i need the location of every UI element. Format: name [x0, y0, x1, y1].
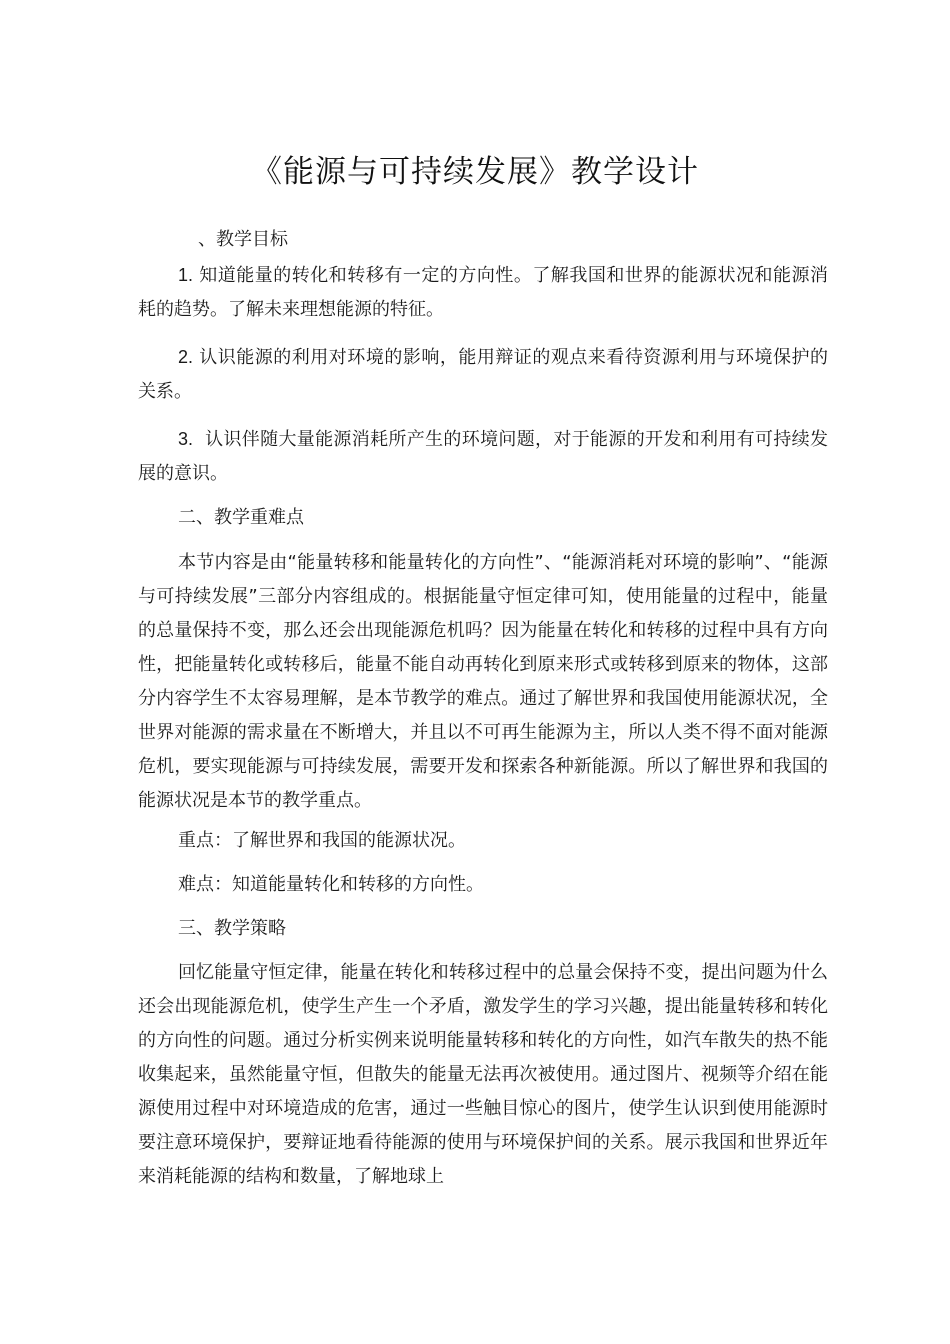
- section-heading-objectives: 、教学目标: [198, 229, 288, 250]
- strategy-paragraph: 回忆能量守恒定律，能量在转化和转移过程中的总量会保持不变，提出问题为什么还会出现能源危机，使学生产生一个矛盾，激发学生的学习兴趣，提出能量转移和转化的方向性的问题。通过分析实例来说明能量转移和转化的方向性，如汽车散失的热不能收集起来，虽然能量守恒，但散失的能量无法再次被使用。通过图片、视频等介绍在能源使用过程中对环境造成的危害，通过一些触目惊心的图片，使学生认识到使用能源时要注意环境保护，要辩证地看待能源的使用与环境保护间的关系。展示我国和世界近年来消耗能源的结构和数量，了解地球上: [138, 962, 828, 1187]
- objective-text: 认识能源的利用对环境的影响，能用辩证的观点来看待资源利用与环境保护的关系。: [138, 347, 828, 402]
- section-heading-strategy: 三、教学策略: [178, 918, 286, 939]
- objective-text: 认识伴随大量能源消耗所产生的环境问题，对于能源的开发和利用有可持续发展的意识。: [138, 429, 828, 484]
- difficult-point-line: 难点：知道能量转化和转移的方向性。: [178, 874, 484, 895]
- objective-item-3: [138, 422, 828, 491]
- key-difficult-paragraph: 本节内容是由“能量转移和能量转化的方向性”、“能源消耗对环境的影响”、“能源与可持续发展”三部分内容组成的。根据能量守恒定律可知，使用能量的过程中，能量的总量保持不变，那么还会出现能源危机吗？因为能量在转化和转移的过程中具有方向性，把能量转化或转移后，能量不能自动再转化到原来形式或转移到原来的物体，这部分内容学生不太容易理解，是本节教学的难点。通过了解世界和我国使用能源状况，全世界对能源的需求量在不断增大，并且以不可再生能源为主，所以人类不得不面对能源危机，要实现能源与可持续发展，需要开发和探索各种新能源。所以了解世界和我国的能源状况是本节的教学重点。: [138, 552, 828, 811]
- objective-number: 2.: [178, 347, 194, 367]
- objective-number: 3.: [178, 429, 194, 449]
- objective-item-1: [138, 258, 828, 327]
- document-title: 《能源与可持续发展》教学设计: [251, 154, 699, 190]
- objective-item-2: [138, 340, 828, 409]
- section-heading-key-difficult: 二、教学重难点: [178, 507, 304, 528]
- key-point-line: 重点：了解世界和我国的能源状况。: [178, 830, 466, 851]
- objective-text: 知道能量的转化和转移有一定的方向性。了解我国和世界的能源状况和能源消耗的趋势。了解未来理想能源的特征。: [138, 265, 828, 320]
- objective-number: 1.: [178, 265, 194, 285]
